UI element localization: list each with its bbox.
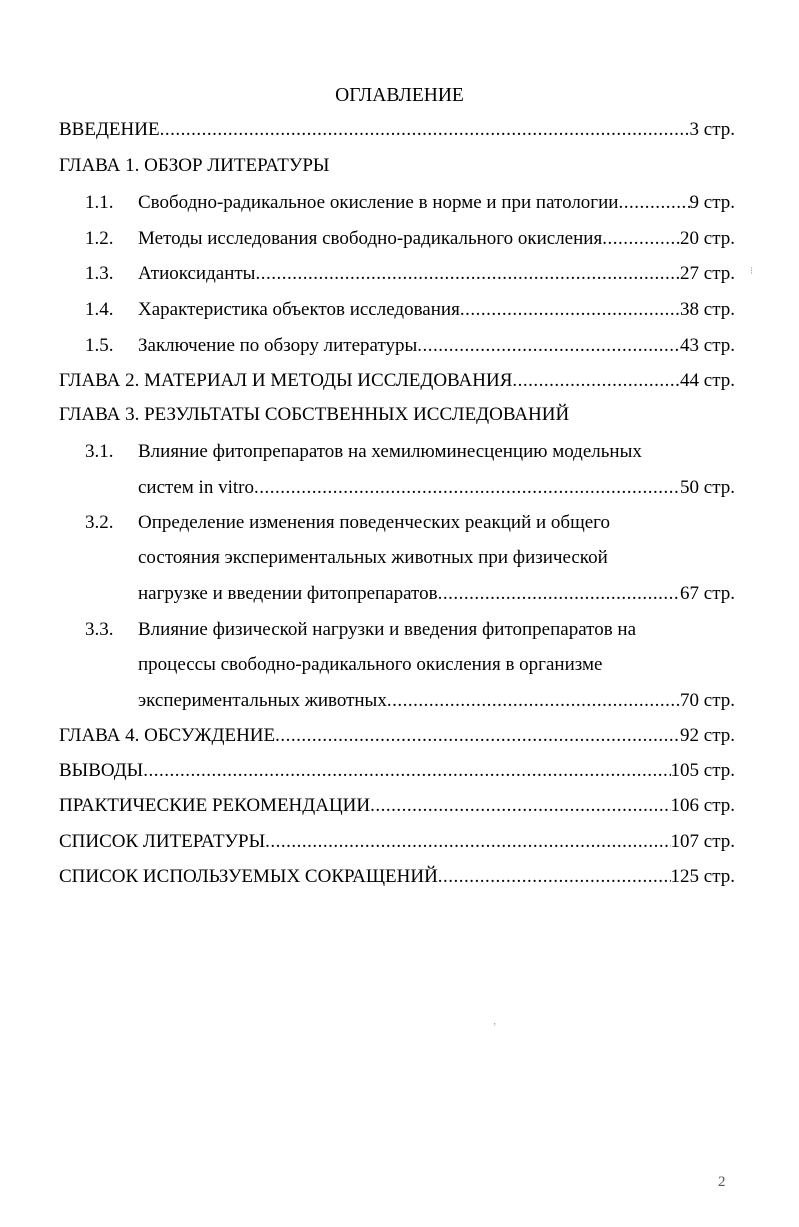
section-number: 1.4. (85, 299, 114, 320)
toc-entry-text: Заключение по обзору литературы (138, 335, 418, 356)
toc-entry-1-3[interactable] (138, 262, 735, 286)
toc-entry-page: 9 стр. (689, 192, 735, 213)
toc-entry-page: 105 стр. (670, 760, 735, 781)
toc-entry-page: 44 стр. (680, 370, 735, 391)
toc-entry-1-4[interactable] (138, 298, 735, 322)
dot-leader (255, 262, 680, 286)
dot-leader (370, 794, 670, 818)
toc-entry-text: ВВЕДЕНИЕ (59, 119, 160, 140)
dot-leader (254, 476, 680, 500)
section-number: 3.3. (85, 619, 114, 640)
chapter-3-title[interactable]: ГЛАВА 3. РЕЗУЛЬТАТЫ СОБСТВЕННЫХ ИССЛЕДОВАНИЙ (59, 404, 570, 425)
toc-entry-abbreviations[interactable] (59, 865, 735, 889)
toc-entry-page: 3 стр. (689, 119, 735, 140)
toc-entry-text: Характеристика объектов исследования (138, 299, 460, 320)
scan-mark: ʼ (493, 1022, 497, 1033)
toc-entry-text: ВЫВОДЫ (59, 760, 144, 781)
toc-entry-3-3[interactable] (138, 689, 735, 713)
toc-entry-1-2[interactable] (138, 227, 735, 251)
toc-entry-chapter-4[interactable] (59, 724, 735, 748)
toc-entry-line: процессы свободно-радикального окисления в организме (138, 654, 603, 675)
dot-leader (438, 865, 671, 889)
dot-leader (143, 759, 670, 783)
toc-entry-page: 50 стр. (680, 477, 735, 498)
dot-leader (602, 227, 680, 251)
dot-leader (265, 830, 670, 854)
toc-entry-1-1[interactable] (138, 191, 735, 215)
section-number: 3.2. (85, 512, 114, 533)
toc-entry-3-1[interactable] (138, 476, 735, 500)
toc-entry-chapter-2[interactable] (59, 369, 735, 393)
toc-entry-line: Влияние фитопрепаратов на хемилюминесценцию модельных (138, 441, 642, 462)
toc-entry-page: 92 стр. (680, 725, 735, 746)
section-number: 1.2. (85, 228, 114, 249)
toc-entry-conclusions[interactable] (59, 759, 735, 783)
toc-entry-line: Влияние физической нагрузки и введения фитопрепаратов на (138, 619, 637, 640)
toc-entry-page: 27 стр. (680, 263, 735, 284)
toc-entry-text: Атиоксиданты (138, 263, 256, 284)
toc-entry-text: экспериментальных животных (138, 690, 387, 711)
dot-leader (438, 582, 680, 606)
toc-entry-text: нагрузке и введении фитопрепаратов (138, 583, 438, 604)
dot-leader (417, 334, 680, 358)
toc-entry-intro[interactable] (59, 118, 735, 142)
toc-entry-page: 20 стр. (680, 228, 735, 249)
toc-entry-1-5[interactable] (138, 334, 735, 358)
toc-entry-line: Определение изменения поведенческих реакций и общего (138, 512, 610, 533)
toc-entry-page: 106 стр. (670, 795, 735, 816)
toc-entry-page: 38 стр. (680, 299, 735, 320)
toc-entry-line: состояния экспериментальных животных при физической (138, 547, 608, 568)
dot-leader (160, 118, 690, 142)
toc-entry-text: ПРАКТИЧЕСКИЕ РЕКОМЕНДАЦИИ (59, 795, 371, 816)
scan-mark: ⁝ (750, 266, 754, 277)
toc-entry-text: СПИСОК ИСПОЛЬЗУЕМЫХ СОКРАЩЕНИЙ (59, 866, 438, 887)
dot-leader (618, 191, 689, 215)
toc-entry-page: 70 стр. (680, 690, 735, 711)
chapter-1-title[interactable]: ГЛАВА 1. ОБЗОР ЛИТЕРАТУРЫ (59, 155, 330, 176)
dot-leader (275, 724, 680, 748)
toc-entry-text: систем in vitro (138, 477, 254, 498)
toc-entry-page: 125 стр. (670, 866, 735, 887)
section-number: 3.1. (85, 441, 114, 462)
section-number: 1.3. (85, 263, 114, 284)
section-number: 1.5. (85, 335, 114, 356)
toc-entry-text: СПИСОК ЛИТЕРАТУРЫ (59, 831, 266, 852)
toc-entry-page: 43 стр. (680, 335, 735, 356)
toc-entry-3-2[interactable] (138, 582, 735, 606)
toc-heading: ОГЛАВЛЕНИЕ (335, 85, 464, 106)
section-number: 1.1. (85, 192, 114, 213)
dot-leader (460, 298, 680, 322)
dot-leader (387, 689, 680, 713)
toc-entry-recommendations[interactable] (59, 794, 735, 818)
toc-entry-page: 107 стр. (670, 831, 735, 852)
dot-leader (512, 369, 680, 393)
toc-entry-references[interactable] (59, 830, 735, 854)
toc-entry-text: Свободно-радикальное окисление в норме и при патологии (138, 192, 619, 213)
toc-entry-text: Методы исследования свободно-радикального окисления (138, 228, 603, 249)
toc-entry-text: ГЛАВА 2. МАТЕРИАЛ И МЕТОДЫ ИССЛЕДОВАНИЯ (59, 370, 513, 391)
page-number: 2 (718, 1174, 726, 1190)
toc-entry-page: 67 стр. (680, 583, 735, 604)
toc-entry-text: ГЛАВА 4. ОБСУЖДЕНИЕ (59, 725, 276, 746)
